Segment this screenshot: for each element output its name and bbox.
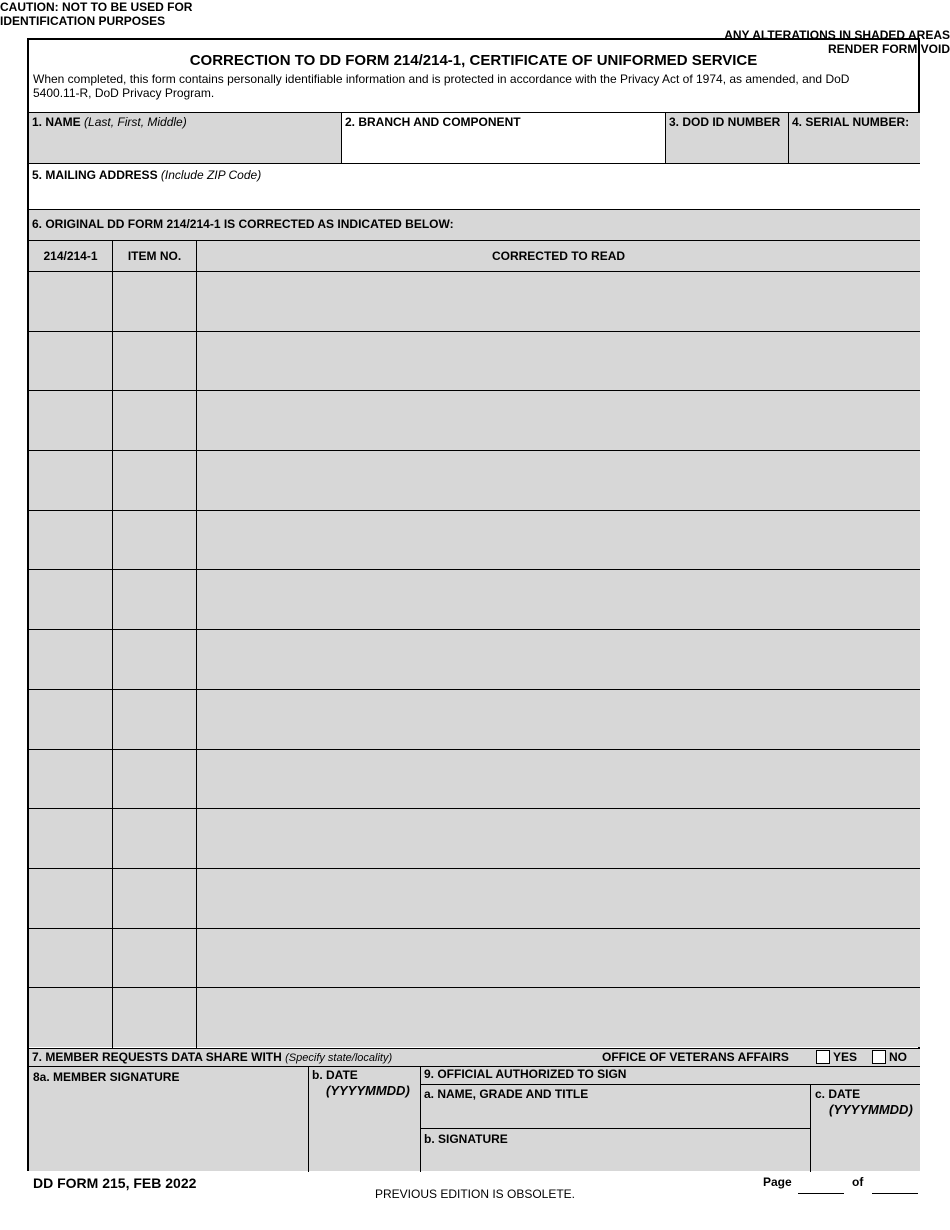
table-row <box>29 929 920 989</box>
page-number-field[interactable] <box>798 1193 844 1194</box>
row-214-cell[interactable] <box>29 451 112 510</box>
data-share-hint: (Specify state/locality) <box>285 1052 393 1064</box>
member-signature-field[interactable] <box>30 1085 307 1171</box>
page-total-field[interactable] <box>872 1193 918 1194</box>
col-214-header: 214/214-1 <box>43 249 98 263</box>
table-row <box>29 690 920 750</box>
obsolete-notice: PREVIOUS EDITION IS OBSOLETE. <box>374 1187 576 1201</box>
row-corrected-cell[interactable] <box>197 809 920 868</box>
table-row <box>29 809 920 869</box>
row-item-no-cell[interactable] <box>113 869 196 928</box>
row-corrected-cell[interactable] <box>197 988 920 1047</box>
address-hint: (Include ZIP Code) <box>160 168 262 182</box>
table-row <box>29 332 920 392</box>
row-214-cell[interactable] <box>29 332 112 391</box>
row-item-no-cell[interactable] <box>113 511 196 570</box>
row-corrected-cell[interactable] <box>197 929 920 988</box>
official-signature-field[interactable] <box>421 1144 809 1171</box>
row-item-no-cell[interactable] <box>113 391 196 450</box>
row-corrected-cell[interactable] <box>197 630 920 689</box>
table-row <box>29 869 920 929</box>
row-214-cell[interactable] <box>29 988 112 1047</box>
caution-notice <box>0 0 950 28</box>
table-row <box>29 511 920 571</box>
table-row <box>29 988 920 1048</box>
row-214-cell[interactable] <box>29 809 112 868</box>
name-hint: (Last, First, Middle) <box>84 115 187 129</box>
name-label: 1. NAME (Last, First, Middle) <box>32 115 187 129</box>
row-corrected-cell[interactable] <box>197 511 920 570</box>
row-corrected-cell[interactable] <box>197 869 920 928</box>
caution-line-1: CAUTION: NOT TO BE USED FOR <box>0 0 193 14</box>
member-signature-label: 8a. MEMBER SIGNATURE <box>33 1070 180 1084</box>
row-214-cell[interactable] <box>29 511 112 570</box>
table-row <box>29 272 920 332</box>
row-corrected-cell[interactable] <box>197 332 920 391</box>
form-identifier: DD FORM 215, FEB 2022 <box>33 1175 197 1191</box>
data-share-label: 7. MEMBER REQUESTS DATA SHARE WITH (Specify state/locality) <box>32 1050 393 1064</box>
alteration-line-1: ANY ALTERATIONS IN SHADED AREAS <box>724 28 950 42</box>
official-date-field[interactable] <box>811 1120 919 1171</box>
no-label: NO <box>889 1050 907 1064</box>
col-corrected-header: CORRECTED TO READ <box>491 249 626 263</box>
yes-label: YES <box>833 1050 858 1064</box>
caution-line-2: IDENTIFICATION PURPOSES <box>0 14 166 28</box>
of-label: of <box>852 1175 864 1189</box>
row-item-no-cell[interactable] <box>113 809 196 868</box>
official-name-field[interactable] <box>421 1100 809 1127</box>
privacy-statement: When completed, this form contains personally identifiable information and is protected in accordance with the Privacy Act of 1974, as amended, and DoD 5400.11-R, DoD Privacy Program. <box>33 72 850 100</box>
page-label: Page <box>763 1175 792 1189</box>
official-date-format: (YYYYMMDD) <box>829 1102 913 1117</box>
row-214-cell[interactable] <box>29 570 112 629</box>
table-row <box>29 451 920 511</box>
branch-label: 2. BRANCH AND COMPONENT <box>345 115 521 129</box>
row-item-no-cell[interactable] <box>113 570 196 629</box>
row-item-no-cell[interactable] <box>113 451 196 510</box>
table-row <box>29 570 920 630</box>
row-corrected-cell[interactable] <box>197 272 920 331</box>
row-214-cell[interactable] <box>29 690 112 749</box>
office-veterans-label: OFFICE OF VETERANS AFFAIRS <box>602 1050 789 1064</box>
row-item-no-cell[interactable] <box>113 929 196 988</box>
address-label: 5. MAILING ADDRESS (Include ZIP Code) <box>32 168 262 182</box>
official-date-label: c. DATE <box>815 1087 861 1101</box>
form-title: CORRECTION TO DD FORM 214/214-1, CERTIFICATE OF UNIFORMED SERVICE <box>189 52 758 69</box>
row-item-no-cell[interactable] <box>113 630 196 689</box>
member-date-field[interactable] <box>309 1102 419 1171</box>
official-signature-label: b. SIGNATURE <box>424 1132 508 1146</box>
row-item-no-cell[interactable] <box>113 750 196 809</box>
row-214-cell[interactable] <box>29 869 112 928</box>
row-corrected-cell[interactable] <box>197 570 920 629</box>
member-date-label: b. DATE <box>312 1068 358 1082</box>
row-item-no-cell[interactable] <box>113 690 196 749</box>
table-row <box>29 391 920 451</box>
alteration-line-2: RENDER FORM VOID <box>827 42 950 56</box>
member-date-format: (YYYYMMDD) <box>326 1083 410 1098</box>
row-corrected-cell[interactable] <box>197 750 920 809</box>
row-corrected-cell[interactable] <box>197 690 920 749</box>
table-row <box>29 630 920 690</box>
row-214-cell[interactable] <box>29 272 112 331</box>
row-214-cell[interactable] <box>29 929 112 988</box>
row-corrected-cell[interactable] <box>197 451 920 510</box>
form-body <box>27 38 920 1171</box>
yes-checkbox[interactable] <box>816 1050 830 1064</box>
official-name-label: a. NAME, GRADE AND TITLE <box>424 1087 589 1101</box>
col-item-no-header: ITEM NO. <box>127 249 182 263</box>
row-corrected-cell[interactable] <box>197 391 920 450</box>
row-214-cell[interactable] <box>29 750 112 809</box>
no-checkbox[interactable] <box>872 1050 886 1064</box>
serial-label: 4. SERIAL NUMBER: <box>792 115 910 129</box>
table-row <box>29 750 920 810</box>
section-6-label: 6. ORIGINAL DD FORM 214/214-1 IS CORRECTED AS INDICATED BELOW: <box>32 217 454 231</box>
dod-id-label: 3. DOD ID NUMBER <box>669 115 781 129</box>
correction-table <box>29 272 920 1048</box>
row-214-cell[interactable] <box>29 630 112 689</box>
row-item-no-cell[interactable] <box>113 332 196 391</box>
row-item-no-cell[interactable] <box>113 272 196 331</box>
row-214-cell[interactable] <box>29 391 112 450</box>
official-label: 9. OFFICIAL AUTHORIZED TO SIGN <box>424 1067 627 1081</box>
row-item-no-cell[interactable] <box>113 988 196 1047</box>
